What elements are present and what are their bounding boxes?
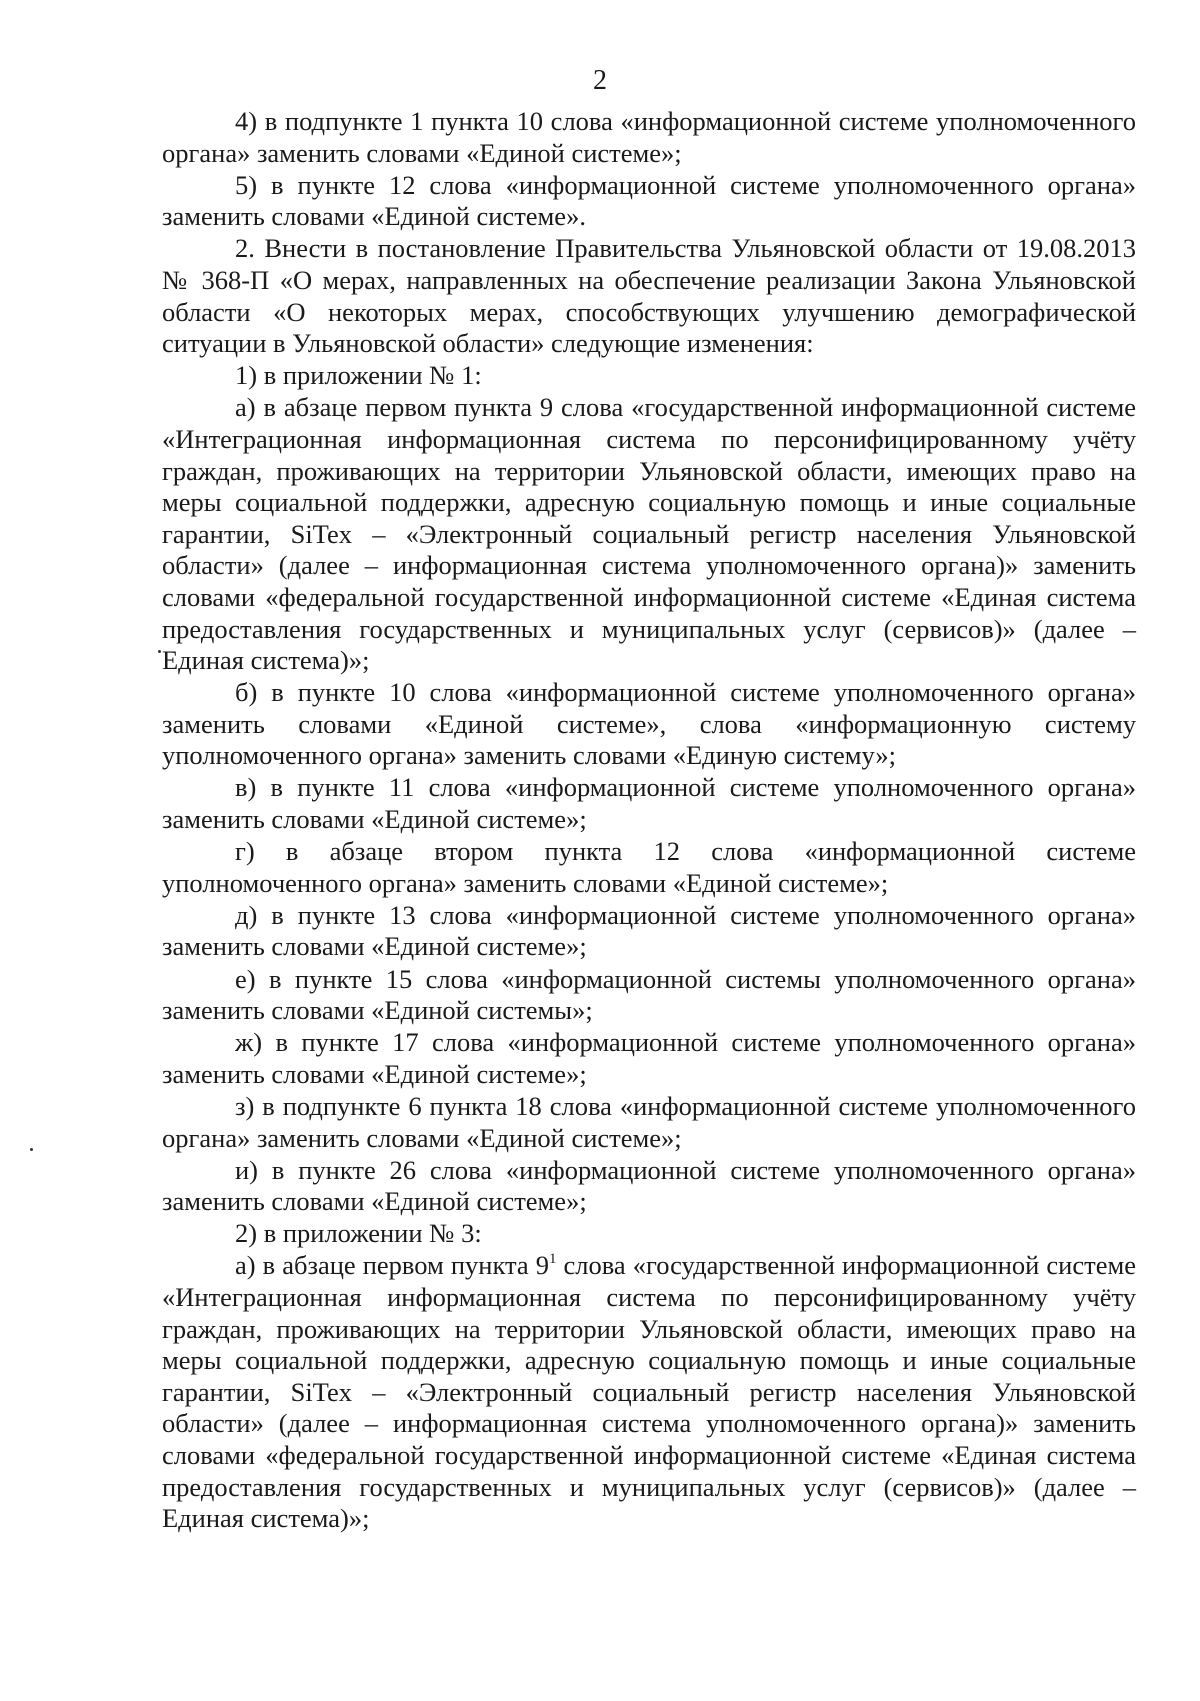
paragraph-text-rest: слова «государственной информационной системе «Интеграционная информационная система по персонифицированному учёту граждан, проживающих на территории Ульяновской области, имеющих право на меры социальной поддержки, адресную социальную помощь и иные социальные гарантии, SiTex – «Электронный социальный регистр населения Ульяновской области» (далее – информационная система уполномоченного органа)» заменить словами «федеральной государственной информационной системе «Единая система предоставления государственных и муниципальных услуг (сервисов)» (далее – Единая система)»; [162,1250,1136,1534]
paragraph-section-2: 2. Внести в постановление Правительства Ульяновской области от 19.08.2013 № 368-П «О мерах, направленных на обеспечение реализации Закона Ульяновской области «О некоторых мерах, способствующих улучшению демографической ситуации в Ульяновской области» следующие изменения: [162,233,1136,359]
paragraph-appendix-1-a: а) в абзаце первом пункта 9 слова «государственной информационной системе «Интеграционная информационная система по персонифицированному учёту граждан, проживающих на территории Ульяновской области, имеющих право на меры социальной поддержки, адресную социальную помощь и иные социальные гарантии, SiTex – «Электронный социальный регистр населения Ульяновской области» (далее – информационная система уполномоченного органа)» заменить словами «федеральной государственной информационной системе «Единая система предоставления государственных и муниципальных услуг (сервисов)» (далее – Единая система)»; [162,392,1136,676]
paragraph-appendix-1-i: и) в пункте 26 слова «информационной системе уполномоченного органа» заменить словами «Единой системе»; [162,1154,1136,1217]
paragraph-appendix-1-v: в) в пункте 11 слова «информационной системе уполномоченного органа» заменить словами «Единой системе»; [162,772,1136,835]
document-body [162,106,1136,1535]
paragraph-text-start: а) в абзаце первом пункта 9 [235,1250,549,1281]
paragraph-appendix-1-z: з) в подпункте 6 пункта 18 слова «информационной системе уполномоченного органа» заменить словами «Единой системе»; [162,1090,1136,1153]
scan-speck [158,650,161,653]
paragraph-appendix-1-d: д) в пункте 13 слова «информационной системе уполномоченного органа» заменить словами «Единой системе»; [162,899,1136,962]
paragraph-appendix-1: 1) в приложении № 1: [235,360,482,391]
paragraph-appendix-3-a [162,1250,1136,1534]
paragraph-appendix-1-zh: ж) в пункте 17 слова «информационной системе уполномоченного органа» заменить словами «Единой системе»; [162,1027,1136,1089]
page-number: 2 [593,65,607,96]
superscript-index: 1 [548,1251,557,1268]
scan-speck [30,1148,33,1151]
paragraph-appendix-3: 2) в приложении № 3: [235,1218,482,1249]
paragraph-item-5: 5) в пункте 12 слова «информационной системе уполномоченного органа» заменить словами «Единой системе». [162,169,1136,232]
paragraph-item-4: 4) в подпункте 1 пункта 10 слова «информационной системе уполномоченного органа» заменить словами «Единой системе»; [162,106,1136,168]
paragraph-appendix-1-b: б) в пункте 10 слова «информационной системе уполномоченного органа» заменить словами «Единой системе», слова «информационную систему уполномоченного органа» заменить словами «Единую систему»; [162,677,1136,771]
paragraph-appendix-1-e: е) в пункте 15 слова «информационной системы уполномоченного органа» заменить словами «Единой системы»; [162,963,1136,1026]
paragraph-appendix-1-g: г) в абзаце втором пункта 12 слова «информационной системе уполномоченного органа» заменить словами «Единой системе»; [162,836,1136,898]
